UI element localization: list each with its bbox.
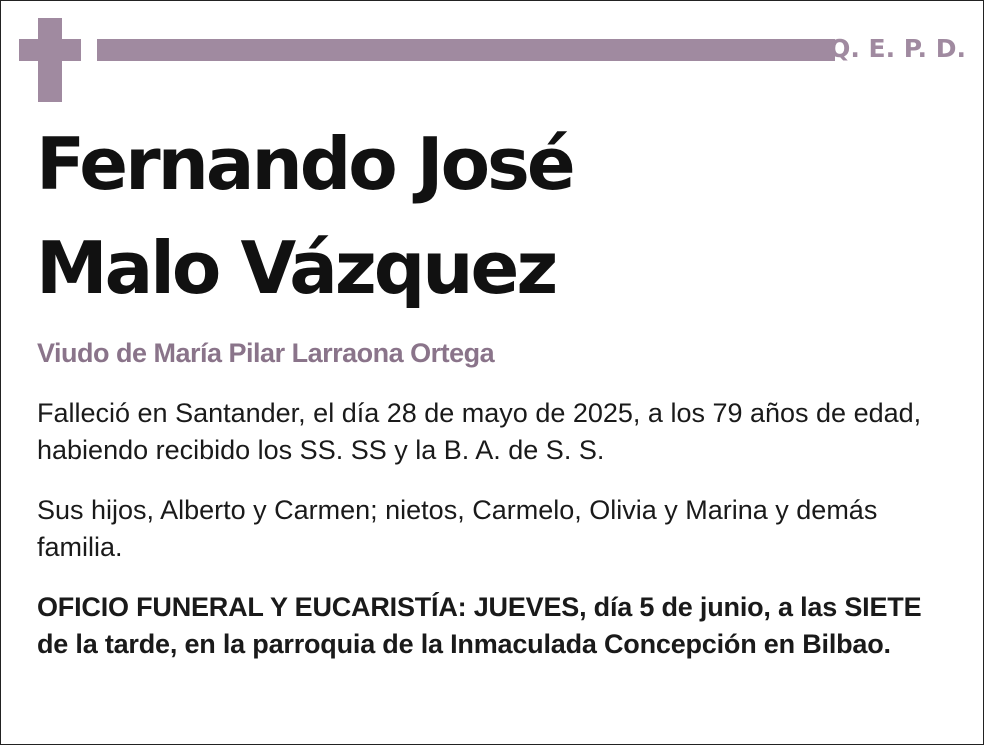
relation-text: Viudo de María Pilar Larraona Ortega (37, 338, 495, 368)
cross-icon-horizontal (19, 39, 81, 61)
qepd-label: Q. E. P. D. (829, 34, 966, 63)
deceased-name-line2: Malo Vázquez (36, 226, 556, 310)
deceased-name-line1: Fernando José (36, 122, 573, 206)
header-rule (97, 39, 835, 61)
death-notice-paragraph: Falleció en Santander, el día 28 de mayo de 2025, a los 79 años de edad, habiendo recibido los SS. SS y la B. A. de S. S. (37, 398, 922, 465)
deceased-name (36, 112, 573, 320)
family-paragraph: Sus hijos, Alberto y Carmen; nietos, Carmelo, Olivia y Marina y demás familia. (37, 495, 878, 562)
funeral-paragraph: OFICIO FUNERAL Y EUCARISTÍA: JUEVES, día 5 de junio, a las SIETE de la tarde, en la parroquia de la Inmaculada Concepción en Bilbao. (37, 592, 922, 659)
